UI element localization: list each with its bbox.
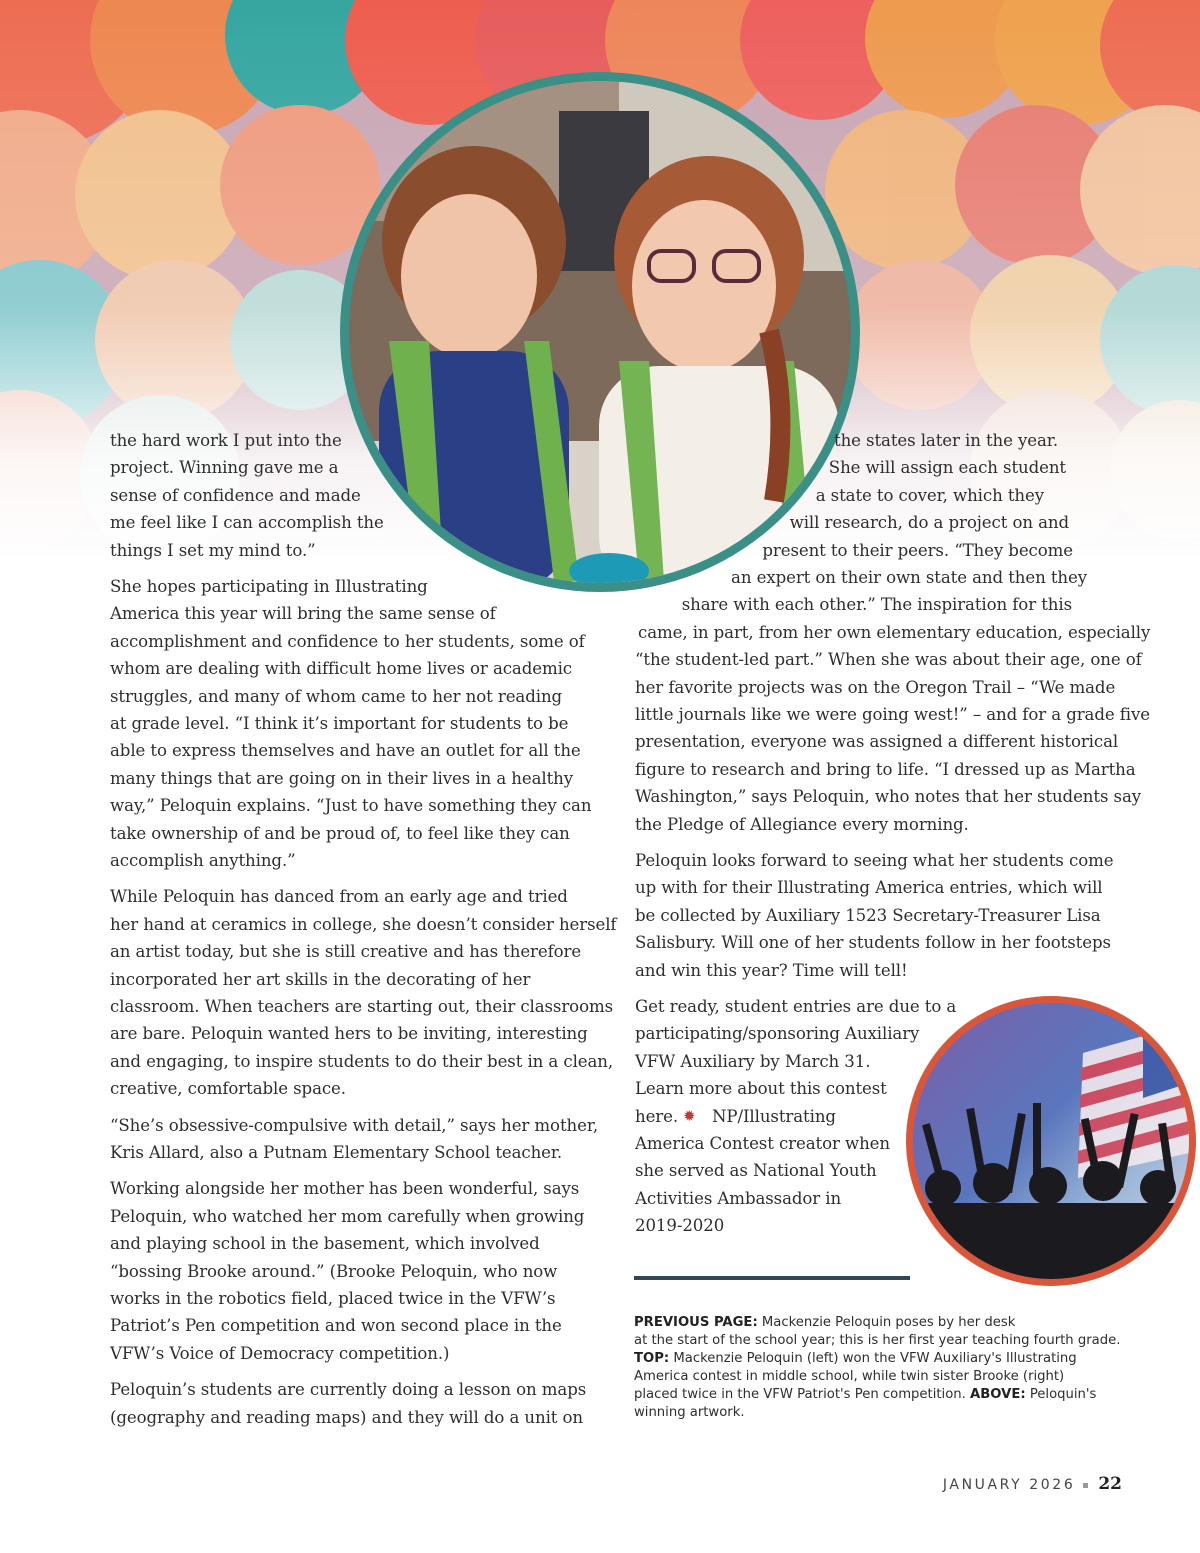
- article-line: me feel like I can accomplish the: [110, 513, 384, 533]
- article-line: Patriot’s Pen competition and won second place in the: [110, 1316, 562, 1336]
- article-line: take ownership of and be proud of, to feel like they can: [110, 823, 570, 843]
- article-line: Salisbury. Will one of her students follow in her footsteps: [635, 933, 1111, 953]
- article-line: and engaging, to inspire students to do their best in a clean,: [110, 1051, 614, 1071]
- article-line: an expert on their own state and then they: [731, 568, 1087, 587]
- article-line: present to their peers. “They become: [762, 540, 1073, 560]
- caption-divider: [634, 1276, 910, 1280]
- article-line: “She’s obsessive-compulsive with detail,” says her mother,: [110, 1115, 599, 1135]
- article-line: an artist today, but she is still creative and has therefore: [110, 942, 582, 962]
- article-line: will research, do a project on and: [789, 513, 1069, 533]
- article-line: the states later in the year.: [834, 431, 1058, 450]
- article-line: the Pledge of Allegiance every morning.: [635, 814, 969, 834]
- caption-text: America contest in middle school, while twin sister Brooke (right): [634, 1369, 1065, 1384]
- article-line: figure to research and bring to life. “I dressed up as Martha: [635, 759, 1136, 779]
- article-line: presentation, everyone was assigned a different historical: [635, 732, 1119, 752]
- issue-date: JANUARY 2026: [942, 1477, 1076, 1493]
- article-line: project. Winning gave me a: [110, 458, 339, 478]
- article-line: accomplish anything.”: [110, 851, 296, 870]
- article-line: Kris Allard, also a Putnam Elementary School teacher.: [110, 1143, 563, 1162]
- article-line: she served as National Youth: [635, 1161, 877, 1181]
- article-line: Peloquin looks forward to seeing what her students come: [635, 851, 1114, 870]
- article-line: VFW’s Voice of Democracy competition.): [110, 1343, 450, 1363]
- article-line: America this year will bring the same sense of: [110, 604, 496, 624]
- article-line: whom are dealing with difficult home lives or academic: [110, 659, 572, 679]
- photo-caption: [634, 1314, 1121, 1422]
- article-line: and playing school in the basement, which involved: [110, 1234, 540, 1254]
- caption-text: placed twice in the VFW Patriot's Pen competition.: [634, 1387, 966, 1402]
- article-line: (geography and reading maps) and they will do a unit on: [110, 1407, 584, 1427]
- article-line: Peloquin, who watched her mom carefully when growing: [110, 1206, 585, 1226]
- article-line: works in the robotics field, placed twice in the VFW’s: [110, 1289, 556, 1308]
- article-line: classroom. When teachers are starting out, their classrooms: [110, 997, 614, 1016]
- article-line: America Contest creator when: [635, 1134, 890, 1153]
- article-line: be collected by Auxiliary 1523 Secretary-Treasurer Lisa: [635, 905, 1101, 925]
- article-line: little journals like we were going west!” – and for a grade five: [635, 705, 1150, 724]
- article-line: Get ready, student entries are due to a: [635, 997, 957, 1016]
- article-line: sense of confidence and made: [110, 485, 361, 505]
- article-line: here.: [635, 1106, 679, 1126]
- article-line: Learn more about this contest: [635, 1079, 887, 1099]
- article-line: Activities Ambassador in: [635, 1188, 842, 1208]
- article-line: way,” Peloquin explains. “Just to have something they can: [110, 796, 592, 816]
- page-number: 22: [1098, 1474, 1122, 1494]
- article-line: NP/Illustrating: [712, 1106, 836, 1126]
- article-line: things I set my mind to.”: [110, 540, 316, 560]
- article-line: struggles, and many of whom came to her not reading: [110, 686, 563, 706]
- winning-artwork-image: [913, 1003, 1189, 1279]
- article-line: 2019-2020: [635, 1216, 725, 1236]
- article-line: able to express themselves and have an outlet for all the: [110, 741, 581, 761]
- article-line: and win this year? Time will tell!: [635, 960, 908, 980]
- article-line: While Peloquin has danced from an early age and tried: [110, 887, 568, 907]
- article-line: “bossing Brooke around.” (Brooke Peloquin, who now: [110, 1261, 558, 1281]
- caption-text: winning artwork.: [634, 1405, 745, 1420]
- caption-text: Mackenzie Peloquin poses by her desk: [761, 1315, 1016, 1330]
- article-line: at grade level. “I think it’s important for students to be: [110, 714, 569, 733]
- article-line: up with for their Illustrating America entries, which will: [635, 878, 1103, 898]
- caption-text: Peloquin's: [1029, 1387, 1097, 1402]
- article-line: her hand at ceramics in college, she doesn’t consider herself: [110, 914, 617, 934]
- article-line: accomplishment and confidence to her students, some of: [110, 631, 585, 651]
- article-line: VFW Auxiliary by March 31.: [635, 1051, 871, 1071]
- article-line: Washington,” says Peloquin, who notes that her students say: [635, 787, 1142, 807]
- article-line: Working alongside her mother has been wonderful, says: [110, 1179, 580, 1199]
- article-line: creative, comfortable space.: [110, 1079, 346, 1099]
- article-line: She will assign each student: [828, 458, 1066, 478]
- article-line: incorporated her art skills in the decorating of her: [110, 969, 531, 989]
- vfw-auxiliary-star-icon: ✹: [683, 1106, 696, 1125]
- article-line: her favorite projects was on the Oregon Trail – “We made: [635, 677, 1116, 697]
- caption-text: Mackenzie Peloquin (left) won the VFW Auxiliary's Illustrating: [673, 1351, 1077, 1366]
- article-line: a state to cover, which they: [815, 485, 1044, 505]
- caption-label-previous: PREVIOUS PAGE:: [634, 1315, 758, 1330]
- caption-text: at the start of the school year; this is her first year teaching fourth grade.: [634, 1333, 1121, 1348]
- top-photo-frame: [340, 72, 860, 592]
- article-line: share with each other.” The inspiration for this: [681, 595, 1072, 615]
- article-line: came, in part, from her own elementary education, especially: [638, 622, 1151, 642]
- article-line: Peloquin’s students are currently doing a lesson on maps: [110, 1380, 587, 1400]
- page-footer: [943, 1474, 1122, 1494]
- article-line: participating/sponsoring Auxiliary: [635, 1024, 920, 1044]
- separator-square-icon: [1083, 1483, 1088, 1488]
- artwork-frame: [906, 996, 1196, 1286]
- twin-sisters-photo: [349, 81, 851, 583]
- caption-label-top: TOP:: [634, 1351, 670, 1366]
- article-line: many things that are going on in their lives in a healthy: [110, 768, 574, 788]
- article-line: the hard work I put into the: [110, 431, 342, 450]
- article-line: are bare. Peloquin wanted hers to be inviting, interesting: [110, 1024, 588, 1044]
- caption-label-above: ABOVE:: [970, 1387, 1026, 1402]
- article-line: “the student-led part.” When she was about their age, one of: [635, 650, 1142, 670]
- article-line: She hopes participating in Illustrating: [110, 577, 428, 596]
